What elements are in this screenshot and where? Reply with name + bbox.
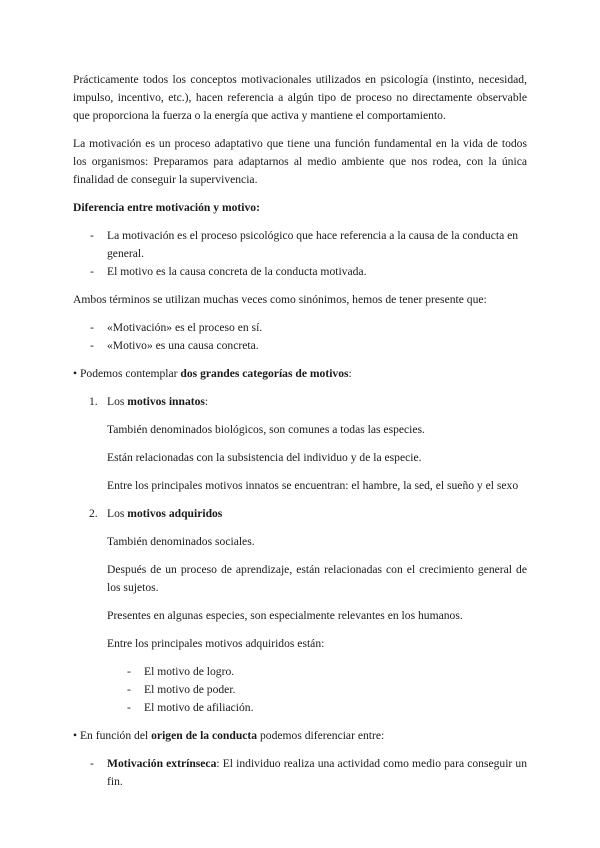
item-number: 1.	[89, 395, 98, 408]
detail-paragraph: Entre los principales motivos innatos se encuentran: el hambre, la sed, el sueño y el sexo	[107, 479, 519, 492]
extrinsic-motivation-text: : El individuo realiza una actividad como medio para conseguir un fin.	[107, 757, 527, 788]
acquired-motives-list	[107, 663, 527, 717]
extrinsic-motivation-term: Motivación extrínseca	[107, 757, 217, 770]
acquired-motives-details	[107, 533, 527, 653]
title-bold: motivos adquiridos	[127, 507, 223, 520]
list-item	[73, 227, 527, 263]
detail-paragraph: También denominados sociales.	[107, 535, 255, 548]
origin-bold: origen de la conducta	[151, 729, 258, 742]
title-bold: motivos innatos	[127, 395, 205, 408]
list-item	[73, 319, 527, 337]
synonyms-paragraph: Ambos términos se utilizan muchas veces como sinónimos, hemos de tener presente que:	[73, 293, 487, 306]
intro-paragraph-1: Prácticamente todos los conceptos motivacionales utilizados en psicología (instinto, necesidad, impulso, incentivo, etc.), hacen referencia a algún tipo de proceso no directamente observable que proporciona la fuerza o la energía que activa y mantiene el comportamiento.	[73, 73, 527, 122]
item-number: 2.	[89, 507, 98, 520]
detail-paragraph: Presentes en algunas especies, son especialmente relevantes en los humanos.	[107, 609, 463, 622]
categories-bold: dos grandes categorías de motivos	[180, 367, 349, 380]
categories-list	[73, 393, 527, 717]
origin-suffix: podemos diferenciar entre:	[257, 729, 385, 742]
innate-motives-item	[73, 393, 527, 495]
synonyms-list	[73, 319, 527, 355]
dash-marker: -	[90, 229, 94, 242]
origin-prefix: • En función del	[73, 729, 152, 742]
list-item	[107, 681, 527, 699]
document-body	[73, 71, 527, 801]
dash-marker: -	[90, 265, 94, 278]
detail-paragraph: Están relacionadas con la subsistencia del individuo y de la especie.	[107, 451, 422, 464]
list-item-text: «Motivación» es el proceso en sí.	[107, 321, 263, 334]
categories-paragraph	[73, 365, 527, 383]
dash-marker: -	[127, 665, 131, 678]
dash-marker: -	[90, 339, 94, 352]
origin-list	[73, 755, 527, 791]
dash-marker: -	[127, 701, 131, 714]
detail-paragraph: Después de un proceso de aprendizaje, están relacionadas con el crecimiento general de los sujetos.	[107, 563, 527, 594]
detail-paragraph: También denominados biológicos, son comunes a todas las especies.	[107, 423, 425, 436]
categories-prefix: • Podemos contemplar	[73, 367, 181, 380]
difference-list	[73, 227, 527, 281]
difference-heading: Diferencia entre motivación y motivo:	[73, 201, 260, 214]
origin-paragraph	[73, 727, 527, 745]
list-item-text: La motivación es el proceso psicológico que hace referencia a la causa de la conducta en general.	[107, 229, 519, 260]
list-item-text: El motivo de logro.	[144, 665, 235, 678]
list-item	[107, 663, 527, 681]
innate-motives-title	[107, 393, 527, 411]
list-item	[107, 699, 527, 717]
acquired-motives-title	[107, 505, 527, 523]
detail-paragraph: Entre los principales motivos adquiridos están:	[107, 637, 325, 650]
list-item-text: El motivo es la causa concreta de la conducta motivada.	[107, 265, 367, 278]
dash-marker: -	[90, 321, 94, 334]
dash-marker: -	[90, 757, 94, 770]
list-item-text: «Motivo» es una causa concreta.	[107, 339, 259, 352]
list-item	[73, 337, 527, 355]
categories-suffix: :	[348, 367, 352, 380]
list-item-text: El motivo de afiliación.	[144, 701, 254, 714]
title-suffix: :	[204, 395, 209, 408]
title-prefix: Los	[107, 395, 128, 408]
title-prefix: Los	[107, 507, 128, 520]
list-item	[73, 755, 527, 791]
innate-motives-details	[107, 421, 527, 495]
acquired-motives-item	[73, 505, 527, 717]
list-item	[73, 263, 527, 281]
dash-marker: -	[127, 683, 131, 696]
intro-paragraph-2: La motivación es un proceso adaptativo que tiene una función fundamental en la vida de todos los organismos: Preparamos para adaptarnos al medio ambiente que nos rodea, con la única finalidad de conseguir la supervivencia.	[73, 137, 527, 186]
list-item-text: El motivo de poder.	[144, 683, 236, 696]
